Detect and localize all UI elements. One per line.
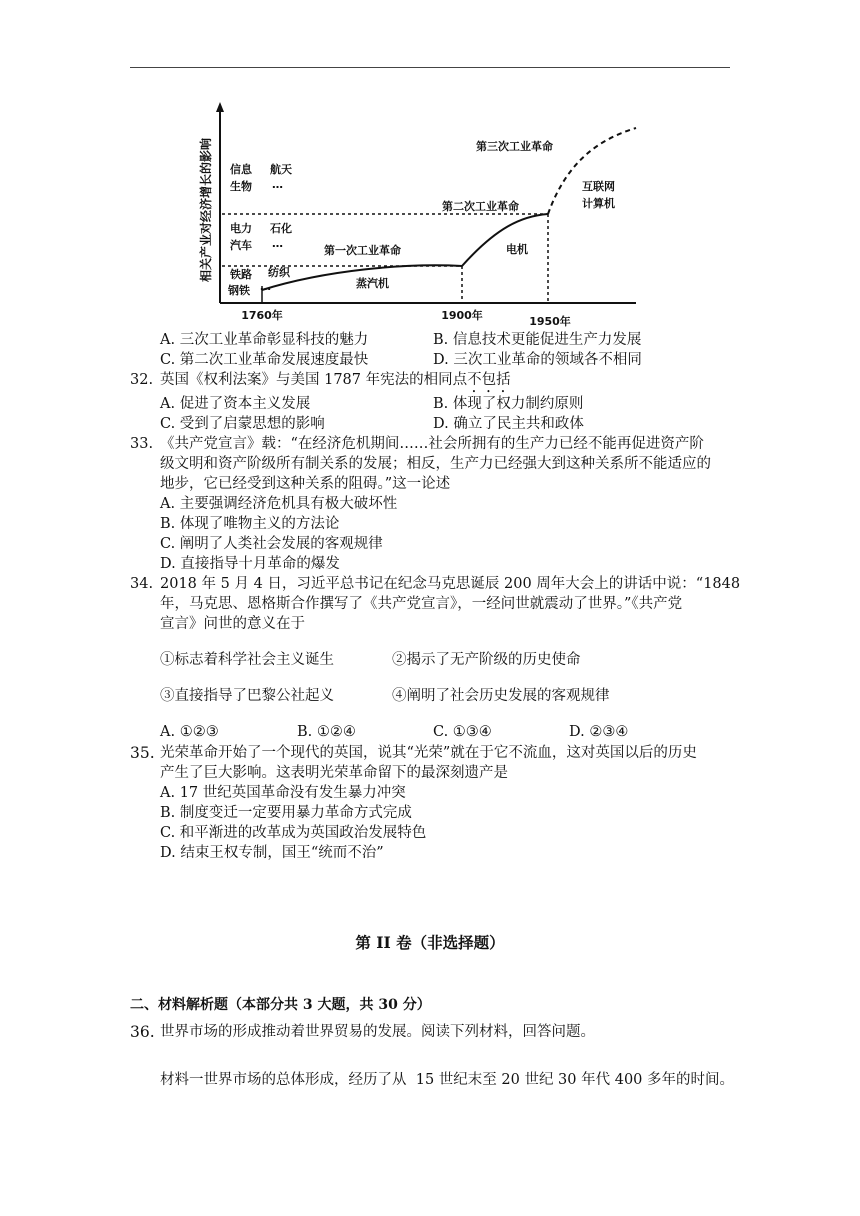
q31-option-a-letter: A. [160, 332, 176, 348]
q31-option-c-letter: C. [160, 352, 176, 368]
curve-second-revolution [462, 214, 548, 266]
q31-option-d-text: 三次工业革命的领域各不相同 [453, 352, 642, 368]
q32-option-c [160, 414, 325, 434]
label-motor: 电机 [506, 243, 528, 256]
industry-power: 电力 [230, 222, 252, 235]
q31-option-c-text: 第二次工业革命发展速度最快 [179, 352, 369, 368]
industry-aerospace: 航天 [270, 163, 292, 176]
label-computer: 计算机 [582, 197, 615, 210]
q35-option-d-letter: D. [160, 845, 176, 861]
q34-item-4: ④阐明了社会历史发展的客观规律 [392, 688, 610, 704]
q32-option-b-letter: B. [433, 396, 449, 412]
q34-option-b [297, 722, 356, 742]
q32-number: 32. [130, 372, 154, 388]
x-tick-1950: 1950年 [529, 315, 571, 328]
section-2-title: 第 II 卷（非选择题） [355, 933, 505, 952]
q34-option-c [433, 722, 492, 742]
q34-stem-line-2: 年，马克思、恩格斯合作撰写了《共产党宣言》，一经问世就震动了世界。”《共产党 [160, 596, 683, 612]
q34-item-3: ③直接指导了巴黎公社起义 [160, 688, 334, 704]
industry-bio: 生物 [230, 180, 252, 193]
q34-option-c-text: ①③④ [452, 724, 492, 740]
q31-option-c [160, 350, 368, 370]
q34-option-a-text: ①②③ [179, 724, 219, 740]
q32-option-a-text: 促进了资本主义发展 [179, 396, 311, 412]
q31-option-d [433, 350, 642, 370]
q32-stem-emphasis: 不包括 [467, 372, 511, 388]
industry-steel: 钢铁 [228, 284, 250, 297]
industry-textile: 纺织 [268, 266, 290, 279]
q34-option-a [160, 722, 219, 742]
q34-item-2: ②揭示了无产阶级的历史使命 [392, 652, 581, 668]
q34-option-b-letter: B. [297, 724, 313, 740]
q33-stem-line-2: 级文明和资产阶级所有制关系的发展；相反，生产力已经强大到这种关系所不能适应的 [160, 456, 711, 472]
q33-option-b [160, 514, 339, 534]
industry-third-etc: … [272, 178, 283, 191]
q31-option-b-letter: B. [433, 332, 449, 348]
x-tick-1760: 1760年 [241, 309, 283, 322]
q31-option-b-text: 信息技术更能促进生产力发展 [452, 332, 642, 348]
q32-stem [160, 370, 511, 396]
q35-option-a [160, 783, 406, 803]
q34-option-a-letter: A. [160, 724, 176, 740]
q35-option-d-text: 结束王权专制，国王“统而不治” [180, 845, 384, 861]
header-rule [130, 67, 730, 68]
q34-item-1: ①标志着科学社会主义诞生 [160, 652, 334, 668]
label-first-revolution: 第一次工业革命 [324, 244, 401, 257]
q33-option-c-text: 阐明了人类社会发展的客观规律 [179, 536, 383, 552]
industry-second-etc: … [272, 237, 283, 250]
q36-stem: 世界市场的形成推动着世界贸易的发展。阅读下列材料，回答问题。 [160, 1024, 595, 1040]
q32-option-d-text: 确立了民主共和政体 [453, 416, 584, 432]
q31-option-b [433, 330, 641, 350]
industry-first-etc: … [260, 280, 271, 293]
industrial-revolution-diagram [196, 100, 666, 332]
industry-petrochem: 石化 [270, 222, 292, 235]
q34-option-d-letter: D. [569, 724, 585, 740]
x-tick-1900: 1900年 [441, 309, 483, 322]
q33-stem-line-3: 地步，它已经受到这种关系的阻碍。”这一论述 [160, 476, 451, 492]
q34-option-d [569, 722, 628, 742]
q35-option-d [160, 843, 384, 863]
q33-option-c-letter: C. [160, 536, 176, 552]
q31-option-d-letter: D. [433, 352, 449, 368]
q33-stem-line-1: 《共产党宣言》载：“在经济危机期间……社会所拥有的生产力已经不能再促进资产阶 [160, 436, 704, 452]
q33-option-b-letter: B. [160, 516, 176, 532]
q32-option-a [160, 394, 310, 414]
q35-option-c-text: 和平渐进的改革成为英国政治发展特色 [179, 825, 427, 841]
q32-option-a-letter: A. [160, 396, 176, 412]
q32-option-c-text: 受到了启蒙思想的影响 [179, 416, 325, 432]
q34-number: 34. [130, 576, 154, 592]
q34-stem-line-1: 2018 年 5 月 4 日，习近平总书记在纪念马克思诞辰 200 周年大会上的讲话中说：“1848 [160, 576, 741, 592]
industry-rail: 铁路 [230, 268, 252, 281]
industry-info: 信息 [230, 163, 252, 176]
y-axis-arrow [216, 102, 224, 112]
q33-option-a-letter: A. [160, 496, 176, 512]
diagram-svg [196, 100, 666, 332]
q33-option-d-letter: D. [160, 556, 176, 572]
q32-option-c-letter: C. [160, 416, 176, 432]
q33-option-b-text: 体现了唯物主义的方法论 [179, 516, 340, 532]
q35-option-b-text: 制度变迁一定要用暴力革命方式完成 [179, 805, 412, 821]
label-third-revolution: 第三次工业革命 [476, 140, 553, 153]
q31-option-a [160, 330, 368, 350]
q35-option-b-letter: B. [160, 805, 176, 821]
q33-option-d [160, 554, 340, 574]
q32-option-b-text: 体现了权力制约原则 [452, 396, 584, 412]
q35-option-c [160, 823, 426, 843]
q32-option-b [433, 394, 583, 414]
q34-option-b-text: ①②④ [316, 724, 356, 740]
q35-stem-line-1: 光荣革命开始了一个现代的英国，说其“光荣”就在于它不流血，这对英国以后的历史 [160, 745, 697, 761]
q32-stem-text: 英国《权利法案》与美国 1787 年宪法的相同点 [160, 372, 468, 388]
part-2-heading: 二、材料解析题（本部分共 3 大题，共 30 分） [130, 997, 431, 1013]
q34-option-d-text: ②③④ [589, 724, 629, 740]
q33-option-a [160, 494, 397, 514]
y-axis-label: 相关产业对经济增长的影响 [199, 137, 213, 283]
q33-option-c [160, 534, 383, 554]
q36-material-1: 材料一世界市场的总体形成，经历了从 15 世纪末至 20 世纪 30 年代 400 多年的时间。 [160, 1072, 735, 1088]
q33-option-a-text: 主要强调经济危机具有极大破坏性 [179, 496, 398, 512]
q36-number: 36. [130, 1023, 155, 1041]
label-second-revolution: 第二次工业革命 [442, 200, 519, 213]
q32-option-d-letter: D. [433, 416, 449, 432]
q35-option-c-letter: C. [160, 825, 176, 841]
q35-option-a-letter: A. [160, 785, 176, 801]
q34-stem-line-3: 宣言》问世的意义在于 [160, 616, 305, 632]
industry-auto: 汽车 [230, 239, 252, 252]
q33-option-d-text: 直接指导十月革命的爆发 [180, 556, 340, 572]
label-internet: 互联网 [582, 180, 615, 193]
q35-number: 35. [130, 744, 155, 762]
label-steam-engine: 蒸汽机 [356, 277, 389, 290]
q35-stem-line-2: 产生了巨大影响。这表明光荣革命留下的最深刻遗产是 [160, 765, 508, 781]
q34-option-c-letter: C. [433, 724, 449, 740]
q33-number: 33. [130, 436, 154, 452]
q31-option-a-text: 三次工业革命彰显科技的魅力 [179, 332, 369, 348]
q32-option-d [433, 414, 584, 434]
q35-option-b [160, 803, 412, 823]
q35-option-a-text: 17 世纪英国革命没有发生暴力冲突 [179, 785, 406, 801]
